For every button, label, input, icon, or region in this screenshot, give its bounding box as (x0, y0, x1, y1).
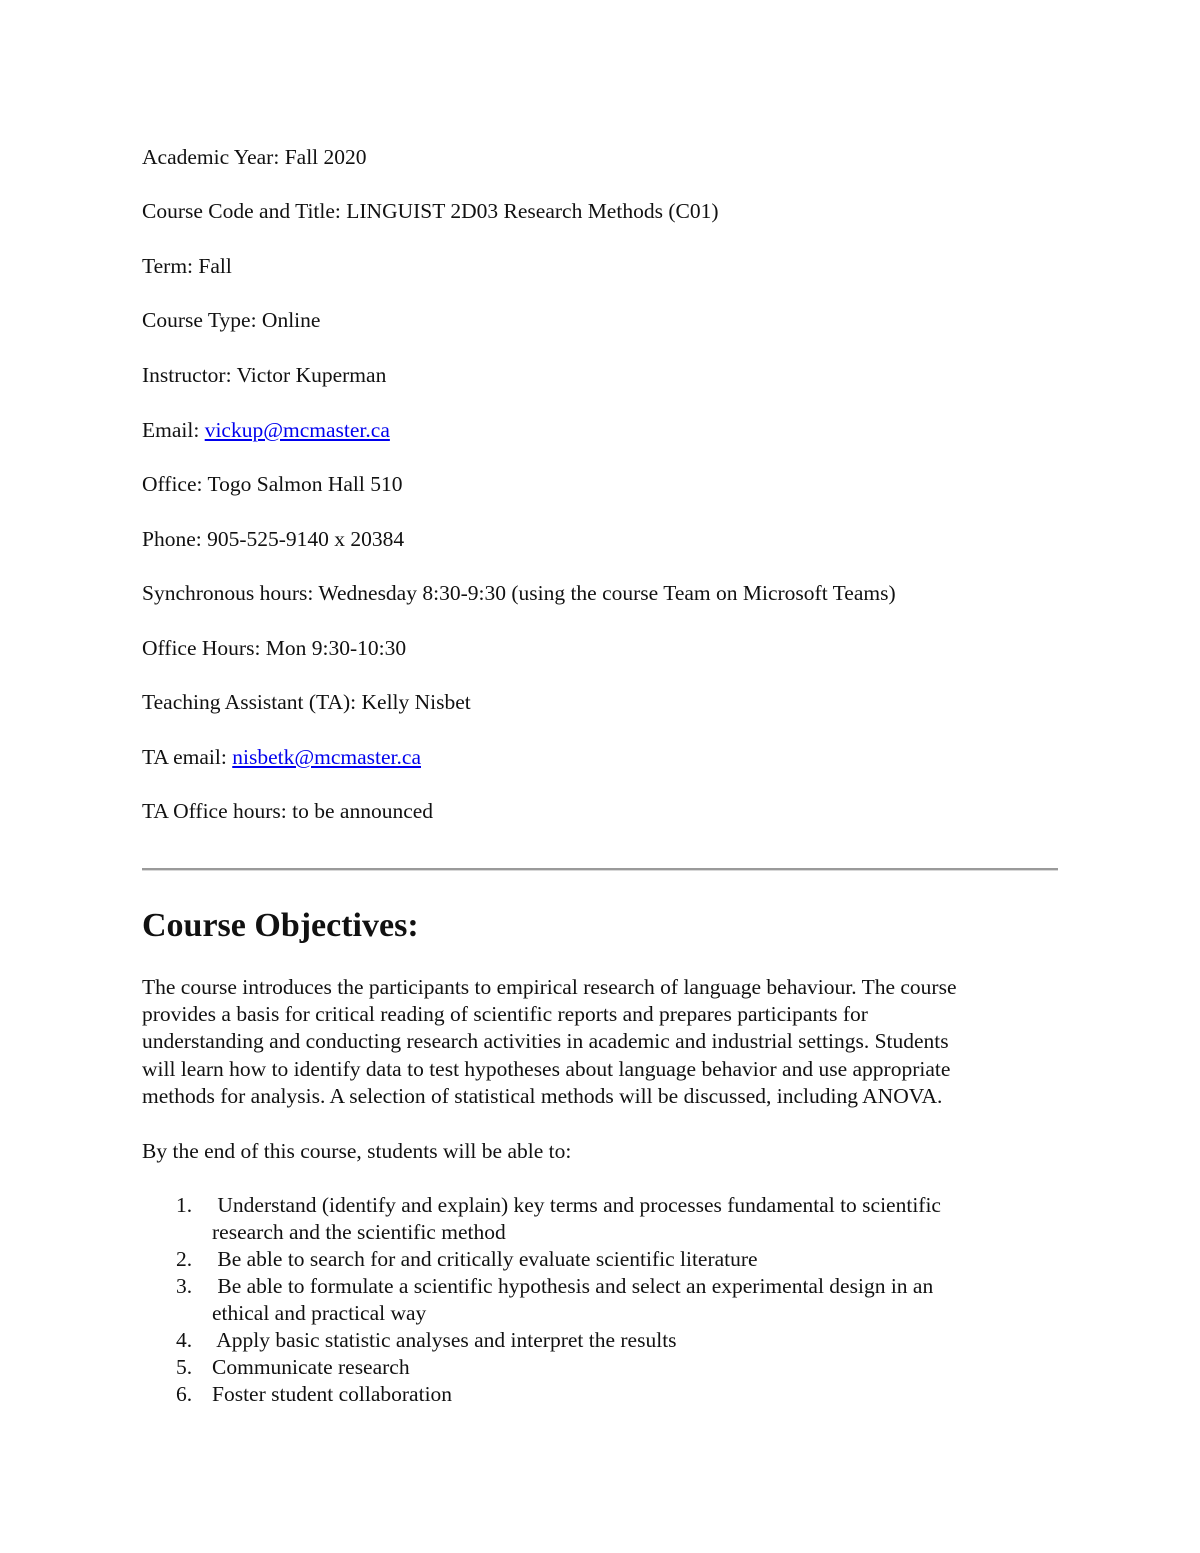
list-item-text: Be able to search for and critically evaluate scientific literature (212, 1247, 758, 1271)
synchronous-hours-label: Synchronous hours: (142, 581, 314, 605)
list-item-text: ethical and practical way (212, 1301, 427, 1325)
learning-outcomes-intro: By the end of this course, students will be able to: (142, 1139, 572, 1163)
course-code-title-line (142, 198, 718, 224)
paragraph-line: understanding and conducting research activities in academic and industrial settings. Students (142, 1029, 949, 1054)
list-item (142, 1381, 1032, 1408)
course-code-label: Course Code and Title: (142, 199, 341, 223)
course-type-line (142, 307, 320, 333)
learning-outcomes-list (142, 1192, 1032, 1408)
academic-year-label: Academic Year: (142, 145, 280, 169)
synchronous-hours-value: Wednesday 8:30-9:30 (using the course Team on Microsoft Teams) (318, 581, 896, 605)
term-value: Fall (198, 254, 232, 278)
course-type-value: Online (261, 308, 321, 332)
term-label: Term: (142, 254, 194, 278)
course-code-value: LINGUIST 2D03 Research Methods (C01) (346, 199, 719, 223)
list-item-text: Communicate research (212, 1355, 410, 1379)
instructor-value: Victor Kuperman (236, 363, 387, 387)
list-item-text: Be able to formulate a scientific hypothesis and select an experimental design in an (212, 1274, 934, 1298)
instructor-email-link[interactable]: vickup@mcmaster.ca (204, 418, 390, 442)
instructor-line (142, 362, 386, 388)
email-line (142, 417, 390, 443)
teaching-assistant-label: Teaching Assistant (TA): (142, 690, 357, 714)
office-value: Togo Salmon Hall 510 (207, 472, 403, 496)
list-item-number: 3. (176, 1274, 193, 1298)
term-line (142, 253, 232, 279)
synchronous-hours-line (142, 580, 896, 606)
ta-email-link[interactable]: nisbetk@mcmaster.ca (232, 745, 421, 769)
list-item-number: 5. (176, 1355, 193, 1379)
paragraph-line: The course introduces the participants to empirical research of language behaviour. The course (142, 975, 957, 999)
list-item-number: 6. (176, 1382, 193, 1406)
course-type-label: Course Type: (142, 308, 257, 332)
list-item (142, 1273, 1032, 1327)
paragraph-line: methods for analysis. A selection of statistical methods will be discussed, including ANOVA. (142, 1083, 943, 1108)
office-label: Office: (142, 472, 203, 496)
list-item-text: Understand (identify and explain) key terms and processes fundamental to scientific (212, 1193, 941, 1217)
office-hours-value: Mon 9:30-10:30 (265, 636, 407, 660)
phone-line (142, 526, 404, 552)
course-objectives-heading: Course Objectives: (142, 907, 419, 944)
office-line (142, 471, 402, 497)
paragraph-line: will learn how to identify data to test hypotheses about language behavior and use appropriate (142, 1056, 951, 1081)
phone-label: Phone: (142, 527, 202, 551)
list-item-text: Apply basic statistic analyses and interpret the results (212, 1328, 677, 1352)
list-item (142, 1354, 1032, 1381)
academic-year-line (142, 144, 367, 170)
list-item-number: 1. (176, 1193, 193, 1217)
ta-office-hours-label: TA Office hours: (142, 799, 287, 823)
teaching-assistant-value: Kelly Nisbet (361, 690, 471, 714)
course-objectives-paragraph (142, 974, 1042, 1110)
list-item-text: Foster student collaboration (212, 1382, 453, 1406)
section-divider (142, 868, 1058, 871)
list-item (142, 1327, 1032, 1354)
paragraph-line: provides a basis for critical reading of scientific reports and prepares participants for (142, 1002, 868, 1027)
ta-email-label: TA email: (142, 745, 227, 769)
teaching-assistant-line (142, 689, 471, 715)
ta-office-hours-line (142, 798, 433, 824)
office-hours-label: Office Hours: (142, 636, 261, 660)
phone-value: 905-525-9140 x 20384 (207, 527, 405, 551)
list-item-text: research and the scientific method (212, 1220, 506, 1244)
ta-email-line (142, 744, 421, 770)
ta-office-hours-value: to be announced (292, 799, 434, 823)
email-label: Email: (142, 418, 200, 442)
list-item-number: 4. (176, 1328, 193, 1352)
academic-year-value: Fall 2020 (284, 145, 367, 169)
instructor-label: Instructor: (142, 363, 232, 387)
office-hours-line (142, 635, 406, 661)
list-item-number: 2. (176, 1247, 193, 1271)
list-item (142, 1246, 1032, 1273)
list-item (142, 1192, 1032, 1246)
